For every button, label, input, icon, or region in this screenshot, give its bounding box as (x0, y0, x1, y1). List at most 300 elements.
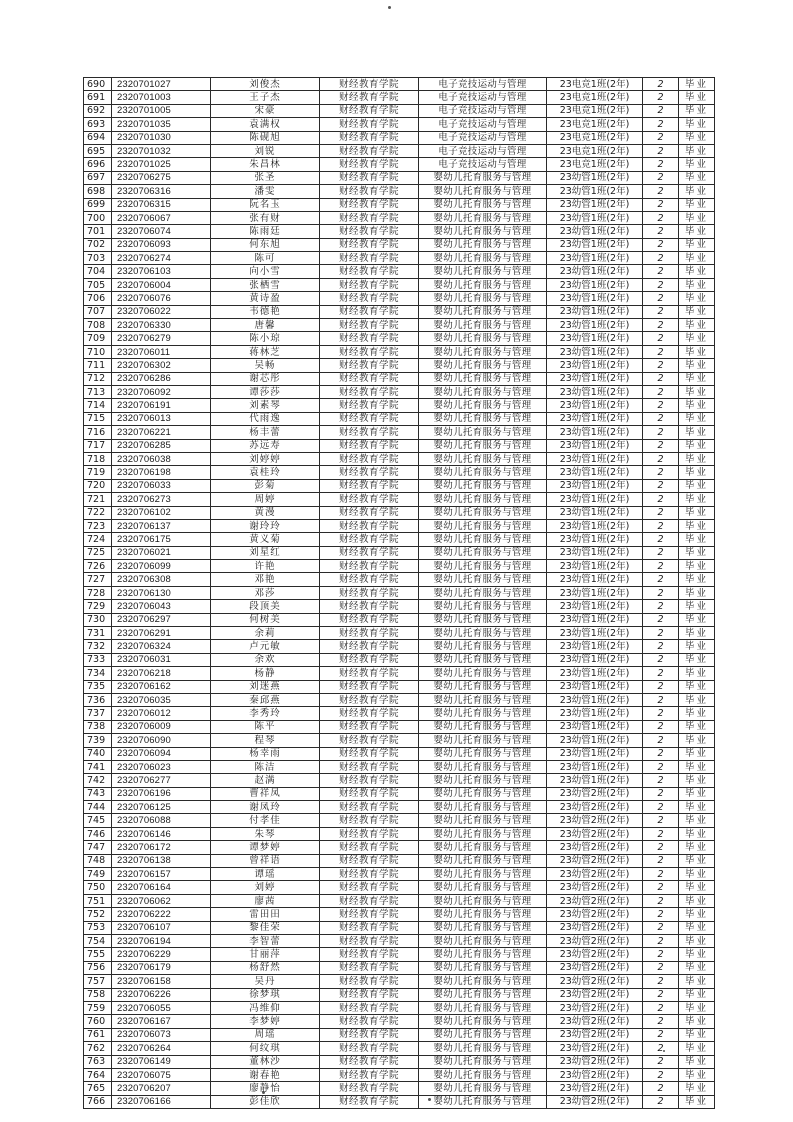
status-cell: 毕业 (679, 506, 715, 519)
student-id-cell: 2320706076 (112, 292, 211, 305)
major-cell: 婴幼儿托育服务与管理 (419, 653, 547, 666)
college-cell: 财经教育学院 (320, 988, 419, 1001)
class-name-cell: 23幼管1班(2年) (547, 305, 643, 318)
student-name-cell: 刘锐 (211, 144, 320, 157)
program-years-cell: 2 (643, 305, 679, 318)
table-row (84, 359, 715, 372)
major-cell: 婴幼儿托育服务与管理 (419, 801, 547, 814)
class-name-cell: 23幼管2班(2年) (547, 894, 643, 907)
program-years-cell: 2 (643, 680, 679, 693)
major-cell: 婴幼儿托育服务与管理 (419, 921, 547, 934)
status-cell: 毕业 (679, 466, 715, 479)
table-row (84, 667, 715, 680)
status-cell: 毕业 (679, 278, 715, 291)
row-number-cell: 758 (84, 988, 112, 1001)
table-row (84, 78, 715, 91)
class-name-cell: 23电竞1班(2年) (547, 104, 643, 117)
table-row (84, 613, 715, 626)
student-name-cell: 邓莎 (211, 586, 320, 599)
student-name-cell: 甘丽萍 (211, 948, 320, 961)
program-years-cell: 2 (643, 600, 679, 613)
major-cell: 婴幼儿托育服务与管理 (419, 734, 547, 747)
program-years-cell: 2 (643, 667, 679, 680)
class-name-cell: 23幼管1班(2年) (547, 760, 643, 773)
status-cell: 毕业 (679, 1001, 715, 1014)
student-name-cell: 张有财 (211, 211, 320, 224)
college-cell: 财经教育学院 (320, 278, 419, 291)
student-name-cell: 阮名玉 (211, 198, 320, 211)
table-body (84, 78, 715, 1109)
major-cell: 婴幼儿托育服务与管理 (419, 720, 547, 733)
student-id-cell: 2320706198 (112, 466, 211, 479)
college-cell: 财经教育学院 (320, 385, 419, 398)
college-cell: 财经教育学院 (320, 680, 419, 693)
college-cell: 财经教育学院 (320, 506, 419, 519)
student-id-cell: 2320706194 (112, 935, 211, 948)
class-name-cell: 23幼管1班(2年) (547, 452, 643, 465)
program-years-cell: 2 (643, 171, 679, 184)
college-cell: 财经教育学院 (320, 640, 419, 653)
row-number-cell: 704 (84, 265, 112, 278)
table-row (84, 573, 715, 586)
table-row (84, 546, 715, 559)
student-name-cell: 邓艳 (211, 573, 320, 586)
table-row (84, 533, 715, 546)
class-name-cell: 23幼管1班(2年) (547, 292, 643, 305)
major-cell: 婴幼儿托育服务与管理 (419, 278, 547, 291)
class-name-cell: 23电竞1班(2年) (547, 144, 643, 157)
class-name-cell: 23幼管1班(2年) (547, 734, 643, 747)
student-id-cell: 2320701030 (112, 131, 211, 144)
student-id-cell: 2320701025 (112, 158, 211, 171)
major-cell: 婴幼儿托育服务与管理 (419, 961, 547, 974)
table-row (84, 345, 715, 358)
program-years-cell: 2 (643, 506, 679, 519)
student-name-cell: 黄漫 (211, 506, 320, 519)
student-id-cell: 2320706022 (112, 305, 211, 318)
program-years-cell: 2 (643, 948, 679, 961)
student-id-cell: 2320706031 (112, 653, 211, 666)
class-name-cell: 23幼管1班(2年) (547, 345, 643, 358)
college-cell: 财经教育学院 (320, 466, 419, 479)
row-number-cell: 759 (84, 1001, 112, 1014)
status-cell: 毕业 (679, 372, 715, 385)
class-name-cell: 23幼管1班(2年) (547, 693, 643, 706)
program-years-cell: 2 (643, 573, 679, 586)
major-cell: 电子竞技运动与管理 (419, 78, 547, 91)
class-name-cell: 23幼管1班(2年) (547, 225, 643, 238)
class-name-cell: 23电竞1班(2年) (547, 78, 643, 91)
class-name-cell: 23幼管1班(2年) (547, 680, 643, 693)
college-cell: 财经教育学院 (320, 1028, 419, 1041)
program-years-cell: 2 (643, 881, 679, 894)
row-number-cell: 732 (84, 640, 112, 653)
row-number-cell: 725 (84, 546, 112, 559)
class-name-cell: 23幼管1班(2年) (547, 265, 643, 278)
student-name-cell: 吴丹 (211, 975, 320, 988)
student-id-cell: 2320706279 (112, 332, 211, 345)
row-number-cell: 730 (84, 613, 112, 626)
program-years-cell: 2 (643, 935, 679, 948)
major-cell: 婴幼儿托育服务与管理 (419, 774, 547, 787)
program-years-cell: 2 (643, 546, 679, 559)
row-number-cell: 754 (84, 935, 112, 948)
student-id-cell: 2320706157 (112, 868, 211, 881)
major-cell: 婴幼儿托育服务与管理 (419, 345, 547, 358)
student-name-cell: 黄诗盈 (211, 292, 320, 305)
student-name-cell: 冯维仰 (211, 1001, 320, 1014)
table-row (84, 774, 715, 787)
student-id-cell: 2320706149 (112, 1055, 211, 1068)
program-years-cell: 2 (643, 519, 679, 532)
status-cell: 毕业 (679, 720, 715, 733)
class-name-cell: 23电竞1班(2年) (547, 158, 643, 171)
class-name-cell: 23幼管2班(2年) (547, 961, 643, 974)
table-row (84, 787, 715, 800)
college-cell: 财经教育学院 (320, 238, 419, 251)
status-cell: 毕业 (679, 693, 715, 706)
table-row (84, 1028, 715, 1041)
row-number-cell: 696 (84, 158, 112, 171)
program-years-cell: 2 (643, 814, 679, 827)
program-years-cell: 2 (643, 493, 679, 506)
status-cell: 毕业 (679, 627, 715, 640)
row-number-cell: 750 (84, 881, 112, 894)
class-name-cell: 23幼管1班(2年) (547, 546, 643, 559)
program-years-cell: 2 (643, 1028, 679, 1041)
student-id-cell: 2320706175 (112, 533, 211, 546)
status-cell: 毕业 (679, 613, 715, 626)
student-id-cell: 2320706302 (112, 359, 211, 372)
status-cell: 毕业 (679, 546, 715, 559)
student-id-cell: 2320706130 (112, 586, 211, 599)
student-id-cell: 2320706004 (112, 278, 211, 291)
college-cell: 财经教育学院 (320, 412, 419, 425)
student-id-cell: 2320706274 (112, 252, 211, 265)
class-name-cell: 23幼管1班(2年) (547, 560, 643, 573)
row-number-cell: 694 (84, 131, 112, 144)
status-cell: 毕业 (679, 1055, 715, 1068)
table-row (84, 265, 715, 278)
program-years-cell: 2 (643, 278, 679, 291)
program-years-cell: 2 (643, 747, 679, 760)
table-row (84, 600, 715, 613)
college-cell: 财经教育学院 (320, 252, 419, 265)
table-row (84, 385, 715, 398)
graduation-roster-table (83, 77, 715, 1109)
student-id-cell: 2320701032 (112, 144, 211, 157)
status-cell: 毕业 (679, 252, 715, 265)
student-id-cell: 2320706090 (112, 734, 211, 747)
student-id-cell: 2320706009 (112, 720, 211, 733)
status-cell: 毕业 (679, 533, 715, 546)
class-name-cell: 23幼管2班(2年) (547, 908, 643, 921)
class-name-cell: 23电竞1班(2年) (547, 131, 643, 144)
table-row (84, 426, 715, 439)
student-name-cell: 卢元敏 (211, 640, 320, 653)
table-row (84, 586, 715, 599)
status-cell: 毕业 (679, 479, 715, 492)
row-number-cell: 711 (84, 359, 112, 372)
class-name-cell: 23幼管2班(2年) (547, 975, 643, 988)
row-number-cell: 712 (84, 372, 112, 385)
student-name-cell: 廖静怡 (211, 1082, 320, 1095)
table-row (84, 1001, 715, 1014)
program-years-cell: 2 (643, 372, 679, 385)
student-name-cell: 刘婷婷 (211, 452, 320, 465)
student-id-cell: 2320706275 (112, 171, 211, 184)
college-cell: 财经教育学院 (320, 908, 419, 921)
status-cell: 毕业 (679, 198, 715, 211)
row-number-cell: 693 (84, 118, 112, 131)
table-row (84, 305, 715, 318)
status-cell: 毕业 (679, 586, 715, 599)
college-cell: 财经教育学院 (320, 104, 419, 117)
program-years-cell: 2 (643, 439, 679, 452)
major-cell: 婴幼儿托育服务与管理 (419, 506, 547, 519)
table-row (84, 225, 715, 238)
major-cell: 婴幼儿托育服务与管理 (419, 560, 547, 573)
student-id-cell: 2320706291 (112, 627, 211, 640)
college-cell: 财经教育学院 (320, 319, 419, 332)
student-id-cell: 2320706158 (112, 975, 211, 988)
class-name-cell: 23幼管1班(2年) (547, 426, 643, 439)
status-cell: 毕业 (679, 921, 715, 934)
program-years-cell: 2 (643, 359, 679, 372)
college-cell: 财经教育学院 (320, 720, 419, 733)
class-name-cell: 23幼管1班(2年) (547, 359, 643, 372)
student-name-cell: 杨舒然 (211, 961, 320, 974)
table-row (84, 881, 715, 894)
student-name-cell: 刘星红 (211, 546, 320, 559)
college-cell: 财经教育学院 (320, 292, 419, 305)
student-name-cell: 何纹琪 (211, 1042, 320, 1055)
program-years-cell: 2 (643, 252, 679, 265)
major-cell: 婴幼儿托育服务与管理 (419, 586, 547, 599)
major-cell: 婴幼儿托育服务与管理 (419, 827, 547, 840)
row-number-cell: 692 (84, 104, 112, 117)
status-cell: 毕业 (679, 653, 715, 666)
program-years-cell: 2 (643, 1015, 679, 1028)
table-row (84, 131, 715, 144)
table-row (84, 908, 715, 921)
program-years-cell: 2 (643, 131, 679, 144)
student-name-cell: 董林沙 (211, 1055, 320, 1068)
program-years-cell: 2 (643, 185, 679, 198)
program-years-cell: 2 (643, 760, 679, 773)
class-name-cell: 23幼管1班(2年) (547, 533, 643, 546)
student-id-cell: 2320706164 (112, 881, 211, 894)
status-cell: 毕业 (679, 935, 715, 948)
student-id-cell: 2320706273 (112, 493, 211, 506)
college-cell: 财经教育学院 (320, 372, 419, 385)
student-id-cell: 2320706102 (112, 506, 211, 519)
program-years-cell: 2 (643, 144, 679, 157)
class-name-cell: 23幼管1班(2年) (547, 211, 643, 224)
row-number-cell: 734 (84, 667, 112, 680)
student-id-cell: 2320706221 (112, 426, 211, 439)
program-years-cell: 2 (643, 975, 679, 988)
college-cell: 财经教育学院 (320, 439, 419, 452)
major-cell: 婴幼儿托育服务与管理 (419, 1015, 547, 1028)
major-cell: 婴幼儿托育服务与管理 (419, 265, 547, 278)
table-row (84, 720, 715, 733)
program-years-cell: 2 (643, 426, 679, 439)
college-cell: 财经教育学院 (320, 734, 419, 747)
student-id-cell: 2320706011 (112, 345, 211, 358)
college-cell: 财经教育学院 (320, 881, 419, 894)
student-id-cell: 2320701035 (112, 118, 211, 131)
student-id-cell: 2320706055 (112, 1001, 211, 1014)
row-number-cell: 753 (84, 921, 112, 934)
student-name-cell: 谢芯彤 (211, 372, 320, 385)
program-years-cell: 2 (643, 1042, 679, 1055)
status-cell: 毕业 (679, 332, 715, 345)
student-name-cell: 宋豪 (211, 104, 320, 117)
program-years-cell: 2 (643, 385, 679, 398)
table-row (84, 801, 715, 814)
row-number-cell: 755 (84, 948, 112, 961)
class-name-cell: 23电竞1班(2年) (547, 91, 643, 104)
program-years-cell: 2 (643, 1068, 679, 1081)
status-cell: 毕业 (679, 319, 715, 332)
status-cell: 毕业 (679, 747, 715, 760)
college-cell: 财经教育学院 (320, 1068, 419, 1081)
college-cell: 财经教育学院 (320, 1082, 419, 1095)
row-number-cell: 721 (84, 493, 112, 506)
student-id-cell: 2320706286 (112, 372, 211, 385)
student-name-cell: 陈平 (211, 720, 320, 733)
class-name-cell: 23幼管2班(2年) (547, 1042, 643, 1055)
student-name-cell: 周瑶 (211, 1028, 320, 1041)
table-row (84, 988, 715, 1001)
college-cell: 财经教育学院 (320, 921, 419, 934)
major-cell: 婴幼儿托育服务与管理 (419, 332, 547, 345)
major-cell: 婴幼儿托育服务与管理 (419, 627, 547, 640)
table-row (84, 935, 715, 948)
college-cell: 财经教育学院 (320, 868, 419, 881)
major-cell: 婴幼儿托育服务与管理 (419, 894, 547, 907)
student-name-cell: 谭莎莎 (211, 385, 320, 398)
class-name-cell: 23幼管2班(2年) (547, 988, 643, 1001)
program-years-cell: 2 (643, 78, 679, 91)
student-id-cell: 2320706315 (112, 198, 211, 211)
class-name-cell: 23幼管1班(2年) (547, 479, 643, 492)
program-years-cell: 2 (643, 854, 679, 867)
row-number-cell: 720 (84, 479, 112, 492)
student-name-cell: 彭佳欣 (211, 1095, 320, 1108)
major-cell: 婴幼儿托育服务与管理 (419, 841, 547, 854)
table-row (84, 198, 715, 211)
major-cell: 婴幼儿托育服务与管理 (419, 252, 547, 265)
table-row (84, 1042, 715, 1055)
student-id-cell: 2320706324 (112, 640, 211, 653)
student-name-cell: 李秀玲 (211, 707, 320, 720)
table-row (84, 1015, 715, 1028)
major-cell: 电子竞技运动与管理 (419, 131, 547, 144)
status-cell: 毕业 (679, 399, 715, 412)
program-years-cell: 2 (643, 613, 679, 626)
row-number-cell: 690 (84, 78, 112, 91)
status-cell: 毕业 (679, 265, 715, 278)
table-row (84, 841, 715, 854)
major-cell: 婴幼儿托育服务与管理 (419, 613, 547, 626)
table-row (84, 439, 715, 452)
class-name-cell: 23幼管2班(2年) (547, 935, 643, 948)
status-cell: 毕业 (679, 881, 715, 894)
major-cell: 电子竞技运动与管理 (419, 158, 547, 171)
table-row (84, 1095, 715, 1108)
program-years-cell: 2 (643, 693, 679, 706)
row-number-cell: 729 (84, 600, 112, 613)
table-row (84, 372, 715, 385)
status-cell: 毕业 (679, 385, 715, 398)
college-cell: 财经教育学院 (320, 171, 419, 184)
major-cell: 电子竞技运动与管理 (419, 118, 547, 131)
table-row (84, 171, 715, 184)
table-row (84, 975, 715, 988)
major-cell: 电子竞技运动与管理 (419, 104, 547, 117)
college-cell: 财经教育学院 (320, 1001, 419, 1014)
row-number-cell: 727 (84, 573, 112, 586)
college-cell: 财经教育学院 (320, 519, 419, 532)
class-name-cell: 23幼管2班(2年) (547, 948, 643, 961)
class-name-cell: 23幼管1班(2年) (547, 466, 643, 479)
student-name-cell: 杨幸雨 (211, 747, 320, 760)
row-number-cell: 699 (84, 198, 112, 211)
major-cell: 婴幼儿托育服务与管理 (419, 426, 547, 439)
college-cell: 财经教育学院 (320, 493, 419, 506)
row-number-cell: 715 (84, 412, 112, 425)
student-id-cell: 2320706074 (112, 225, 211, 238)
student-name-cell: 苏远寿 (211, 439, 320, 452)
program-years-cell: 2 (643, 560, 679, 573)
student-name-cell: 蒋林芝 (211, 345, 320, 358)
row-number-cell: 705 (84, 278, 112, 291)
student-id-cell: 2320706222 (112, 908, 211, 921)
table-row (84, 627, 715, 640)
row-number-cell: 763 (84, 1055, 112, 1068)
class-name-cell: 23幼管1班(2年) (547, 613, 643, 626)
table-row (84, 278, 715, 291)
class-name-cell: 23幼管2班(2年) (547, 1015, 643, 1028)
table-row (84, 319, 715, 332)
college-cell: 财经教育学院 (320, 814, 419, 827)
student-name-cell: 杨静 (211, 667, 320, 680)
student-name-cell: 张栖雪 (211, 278, 320, 291)
class-name-cell: 23幼管1班(2年) (547, 399, 643, 412)
status-cell: 毕业 (679, 452, 715, 465)
program-years-cell: 2 (643, 1055, 679, 1068)
student-name-cell: 王子杰 (211, 91, 320, 104)
class-name-cell: 23幼管1班(2年) (547, 653, 643, 666)
student-name-cell: 李智蕾 (211, 935, 320, 948)
status-cell: 毕业 (679, 144, 715, 157)
status-cell: 毕业 (679, 908, 715, 921)
college-cell: 财经教育学院 (320, 1095, 419, 1108)
row-number-cell: 691 (84, 91, 112, 104)
student-name-cell: 黎佳荣 (211, 921, 320, 934)
row-number-cell: 744 (84, 801, 112, 814)
student-id-cell: 2320701027 (112, 78, 211, 91)
row-number-cell: 716 (84, 426, 112, 439)
college-cell: 财经教育学院 (320, 305, 419, 318)
college-cell: 财经教育学院 (320, 613, 419, 626)
class-name-cell: 23幼管2班(2年) (547, 868, 643, 881)
class-name-cell: 23幼管1班(2年) (547, 171, 643, 184)
class-name-cell: 23幼管1班(2年) (547, 519, 643, 532)
row-number-cell: 717 (84, 439, 112, 452)
